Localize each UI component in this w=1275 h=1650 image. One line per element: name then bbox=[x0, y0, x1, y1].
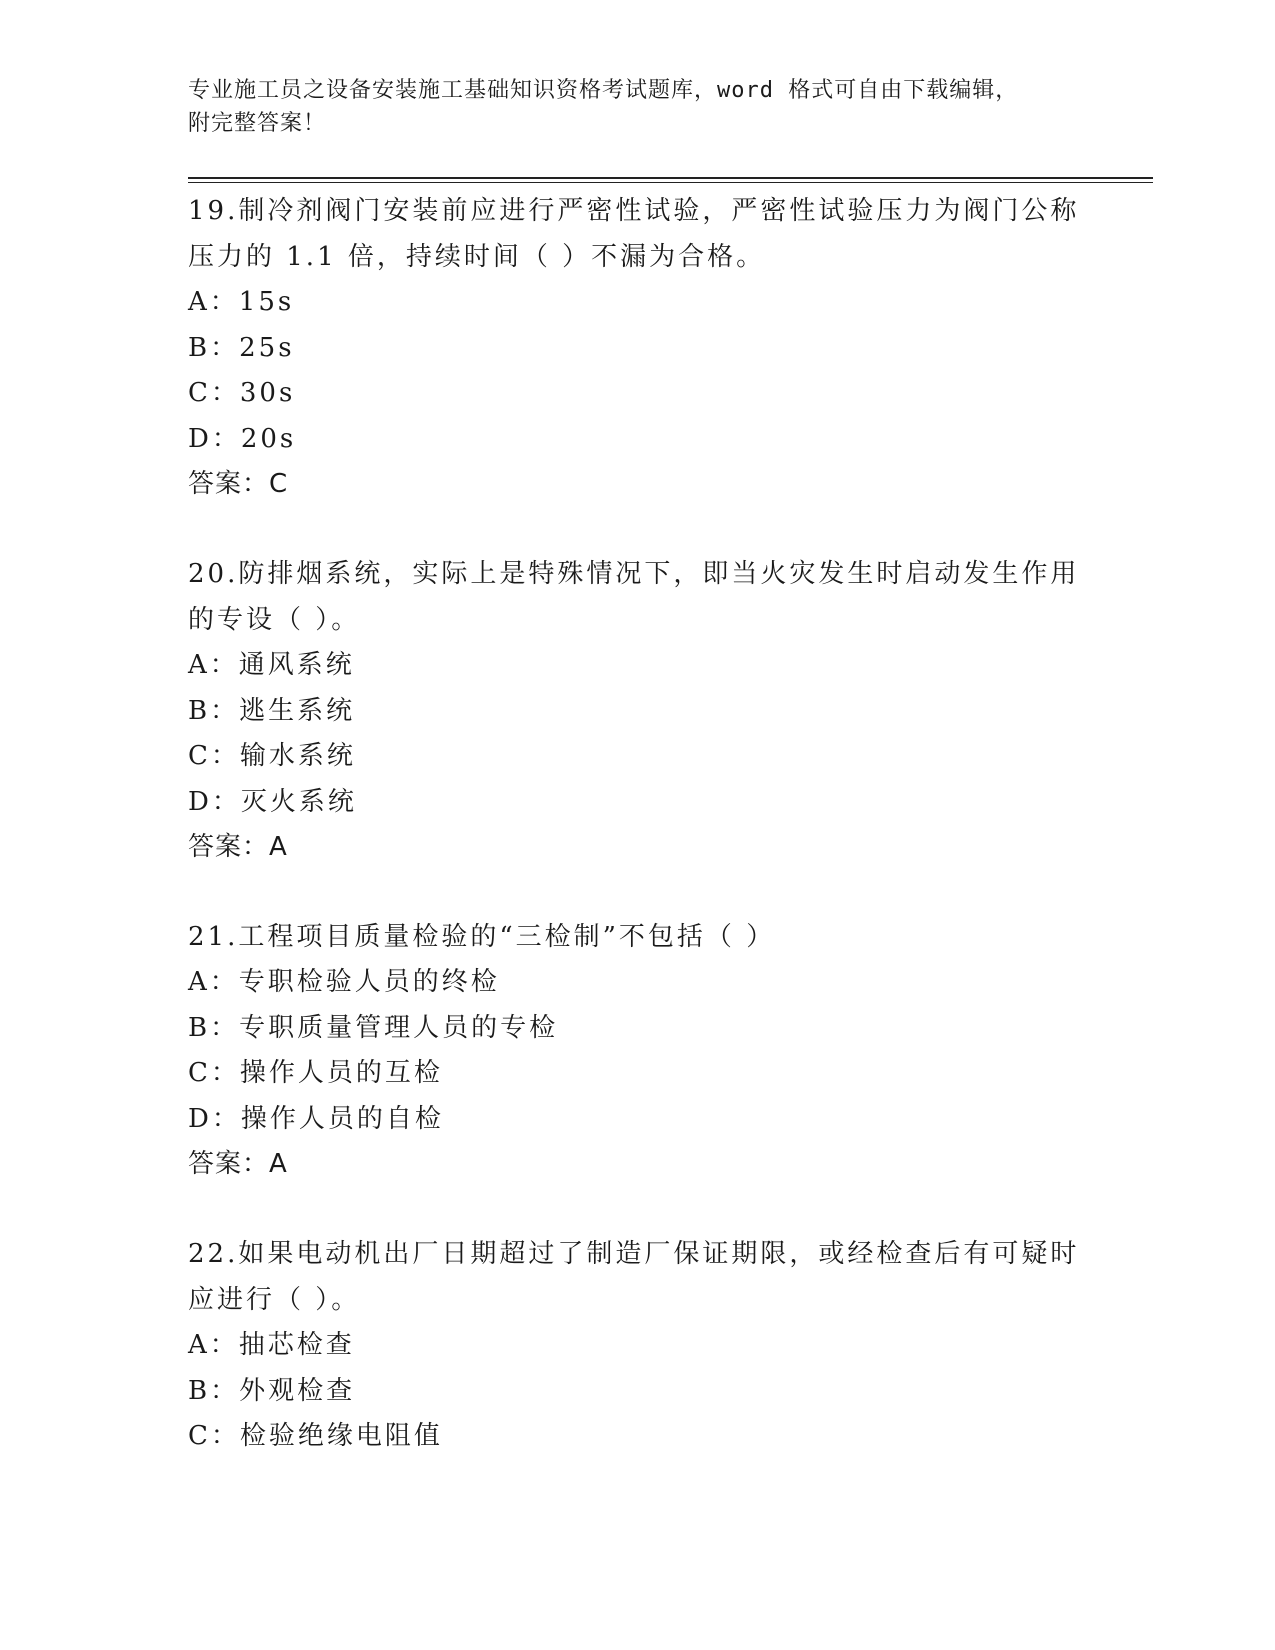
option-b: B：外观检查 bbox=[188, 1375, 356, 1406]
question-stem-line: 20.防排烟系统，实际上是特殊情况下，即当火灾发生时启动发生作用 bbox=[188, 559, 1080, 589]
option-b: B：逃生系统 bbox=[188, 695, 356, 726]
question-stem-line: 压力的 1.1 倍，持续时间（ ）不漏为合格。 bbox=[188, 242, 766, 272]
question-19 bbox=[188, 188, 1088, 507]
option-b: B：25s bbox=[188, 332, 295, 363]
question-stem-line: 的专设（ ）。 bbox=[188, 605, 361, 635]
option-b: B：专职质量管理人员的专检 bbox=[188, 1012, 559, 1043]
option-a: A：15s bbox=[188, 287, 295, 317]
header-line-1: 专业施工员之设备安装施工基础知识资格考试题库，word 格式可自由下载编辑， bbox=[188, 78, 1019, 103]
option-a: A：抽芯检查 bbox=[188, 1330, 355, 1360]
question-spacer bbox=[188, 870, 1088, 914]
option-c: C：30s bbox=[188, 378, 296, 408]
question-list bbox=[188, 188, 1088, 1460]
answer-line: 答案：A bbox=[188, 832, 288, 862]
question-22 bbox=[188, 1231, 1088, 1460]
header-divider-thin bbox=[188, 182, 1153, 183]
question-stem-line: 21.工程项目质量检验的“三检制”不包括（ ） bbox=[188, 922, 776, 952]
question-stem-line: 应进行（ ）。 bbox=[188, 1285, 361, 1315]
document-header bbox=[188, 74, 1068, 140]
option-d: D：灭火系统 bbox=[188, 786, 357, 817]
header-line-2: 附完整答案！ bbox=[188, 111, 327, 136]
option-c: C：输水系统 bbox=[188, 741, 356, 771]
option-a: A：通风系统 bbox=[188, 650, 355, 680]
option-c: C：检验绝缘电阻值 bbox=[188, 1421, 443, 1451]
option-c: C：操作人员的互检 bbox=[188, 1058, 443, 1088]
question-spacer bbox=[188, 507, 1088, 551]
answer-line: 答案：C bbox=[188, 469, 289, 499]
question-spacer bbox=[188, 1187, 1088, 1231]
option-a: A：专职检验人员的终检 bbox=[188, 967, 500, 997]
option-d: D：20s bbox=[188, 423, 297, 454]
question-stem-line: 19.制冷剂阀门安装前应进行严密性试验，严密性试验压力为阀门公称 bbox=[188, 196, 1080, 226]
question-20 bbox=[188, 551, 1088, 870]
question-stem-line: 22.如果电动机出厂日期超过了制造厂保证期限，或经检查后有可疑时 bbox=[188, 1239, 1080, 1269]
question-21 bbox=[188, 914, 1088, 1187]
header-divider-thick bbox=[188, 177, 1153, 179]
answer-line: 答案：A bbox=[188, 1149, 288, 1179]
option-d: D：操作人员的自检 bbox=[188, 1103, 444, 1134]
